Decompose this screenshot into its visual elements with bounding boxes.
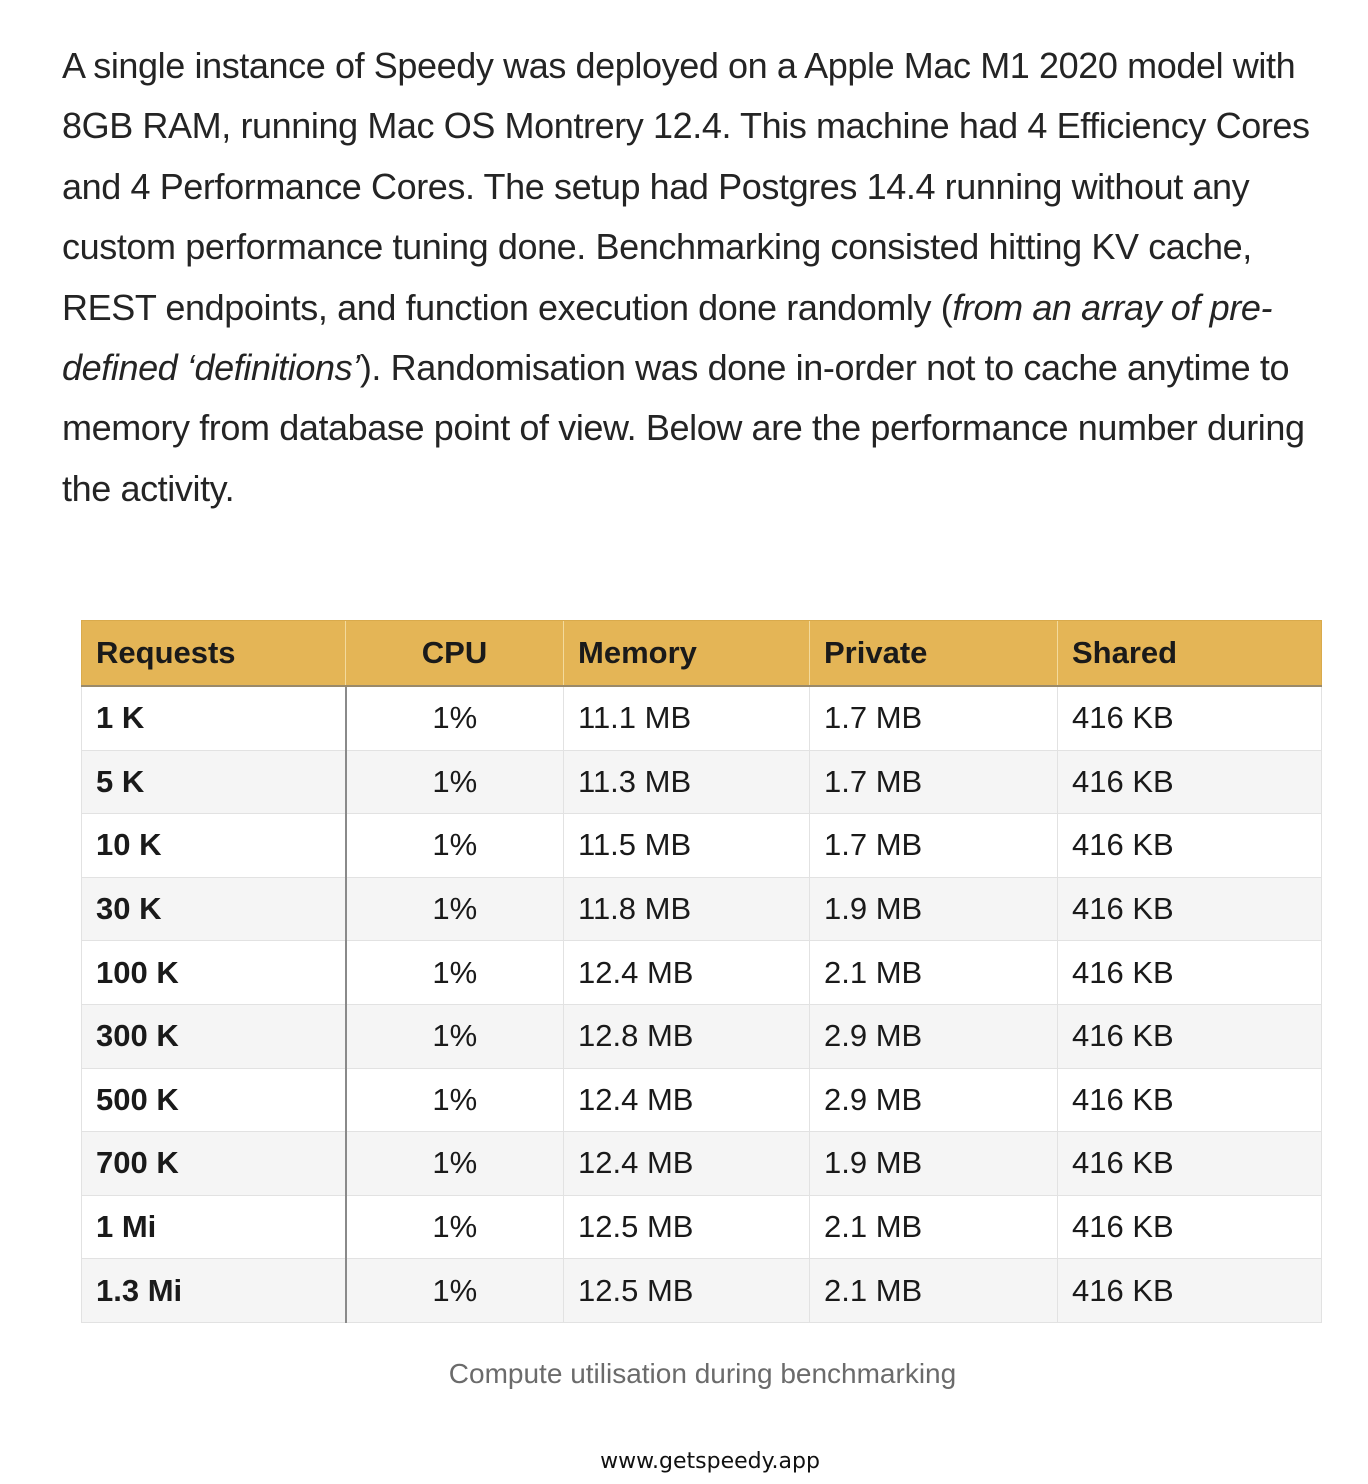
table-row bbox=[82, 941, 1322, 1005]
cell-cpu: 1% bbox=[346, 814, 564, 878]
cell-cpu: 1% bbox=[346, 941, 564, 1005]
cell-shared: 416 KB bbox=[1058, 686, 1322, 750]
cell-memory: 12.4 MB bbox=[564, 1068, 810, 1132]
cell-shared: 416 KB bbox=[1058, 1259, 1322, 1323]
cell-requests: 1 K bbox=[82, 686, 346, 750]
cell-cpu: 1% bbox=[346, 1195, 564, 1259]
cell-private: 2.1 MB bbox=[810, 1195, 1058, 1259]
cell-memory: 12.5 MB bbox=[564, 1259, 810, 1323]
cell-private: 2.1 MB bbox=[810, 1259, 1058, 1323]
cell-requests: 10 K bbox=[82, 814, 346, 878]
cell-shared: 416 KB bbox=[1058, 941, 1322, 1005]
cell-memory: 12.5 MB bbox=[564, 1195, 810, 1259]
cell-cpu: 1% bbox=[346, 1004, 564, 1068]
cell-cpu: 1% bbox=[346, 1132, 564, 1196]
column-header-requests: Requests bbox=[82, 621, 346, 687]
cell-memory: 12.4 MB bbox=[564, 1132, 810, 1196]
table-row bbox=[82, 814, 1322, 878]
cell-cpu: 1% bbox=[346, 877, 564, 941]
cell-private: 2.9 MB bbox=[810, 1068, 1058, 1132]
table-row bbox=[82, 1068, 1322, 1132]
cell-shared: 416 KB bbox=[1058, 1004, 1322, 1068]
cell-private: 1.7 MB bbox=[810, 814, 1058, 878]
cell-cpu: 1% bbox=[346, 750, 564, 814]
cell-requests: 1.3 Mi bbox=[82, 1259, 346, 1323]
cell-private: 2.9 MB bbox=[810, 1004, 1058, 1068]
paragraph-text-italic: from an array of pre-defined ‘definitions’ bbox=[62, 286, 1273, 389]
benchmark-table-container bbox=[81, 620, 1321, 1323]
cell-private: 1.9 MB bbox=[810, 877, 1058, 941]
cell-cpu: 1% bbox=[346, 686, 564, 750]
cell-requests: 500 K bbox=[82, 1068, 346, 1132]
cell-memory: 11.8 MB bbox=[564, 877, 810, 941]
paragraph-text-end: ). Randomisation was done in-order not to cache anytime to memory from database point of view. Below are the performance number during the activity. bbox=[62, 347, 1305, 509]
cell-shared: 416 KB bbox=[1058, 750, 1322, 814]
cell-memory: 11.1 MB bbox=[564, 686, 810, 750]
cell-requests: 30 K bbox=[82, 877, 346, 941]
column-header-shared: Shared bbox=[1058, 621, 1322, 687]
cell-memory: 12.8 MB bbox=[564, 1004, 810, 1068]
cell-cpu: 1% bbox=[346, 1068, 564, 1132]
column-header-cpu: CPU bbox=[346, 621, 564, 687]
cell-private: 2.1 MB bbox=[810, 941, 1058, 1005]
cell-requests: 100 K bbox=[82, 941, 346, 1005]
table-row bbox=[82, 686, 1322, 750]
cell-shared: 416 KB bbox=[1058, 1068, 1322, 1132]
cell-cpu: 1% bbox=[346, 1259, 564, 1323]
table-row bbox=[82, 1132, 1322, 1196]
cell-memory: 11.3 MB bbox=[564, 750, 810, 814]
table-header-row bbox=[82, 621, 1322, 687]
table-row bbox=[82, 1195, 1322, 1259]
cell-private: 1.9 MB bbox=[810, 1132, 1058, 1196]
cell-memory: 12.4 MB bbox=[564, 941, 810, 1005]
cell-memory: 11.5 MB bbox=[564, 814, 810, 878]
table-row bbox=[82, 877, 1322, 941]
cell-private: 1.7 MB bbox=[810, 686, 1058, 750]
benchmark-table bbox=[81, 620, 1322, 1323]
cell-shared: 416 KB bbox=[1058, 1195, 1322, 1259]
cell-requests: 5 K bbox=[82, 750, 346, 814]
cell-private: 1.7 MB bbox=[810, 750, 1058, 814]
cell-requests: 1 Mi bbox=[82, 1195, 346, 1259]
cell-requests: 300 K bbox=[82, 1004, 346, 1068]
site-url-watermark: www.getspeedy.app bbox=[600, 1449, 820, 1474]
cell-shared: 416 KB bbox=[1058, 877, 1322, 941]
article-paragraph bbox=[62, 36, 1342, 519]
cell-requests: 700 K bbox=[82, 1132, 346, 1196]
cell-shared: 416 KB bbox=[1058, 1132, 1322, 1196]
cell-shared: 416 KB bbox=[1058, 814, 1322, 878]
table-row bbox=[82, 750, 1322, 814]
table-row bbox=[82, 1004, 1322, 1068]
column-header-memory: Memory bbox=[564, 621, 810, 687]
column-header-private: Private bbox=[810, 621, 1058, 687]
table-caption: Compute utilisation during benchmarking bbox=[448, 1358, 957, 1389]
paragraph-text-start: A single instance of Speedy was deployed on a Apple Mac M1 2020 model with 8GB RAM, running Mac OS Montrery 12.4. This machine had 4 Efficiency Cores and 4 Performance Cores. The setup had Postgres 14.4 running without any custom performance tuning done. Benchmarking consisted hitting KV cache, REST endpoints, and function execution done randomly ( bbox=[62, 45, 1310, 328]
table-row bbox=[82, 1259, 1322, 1323]
